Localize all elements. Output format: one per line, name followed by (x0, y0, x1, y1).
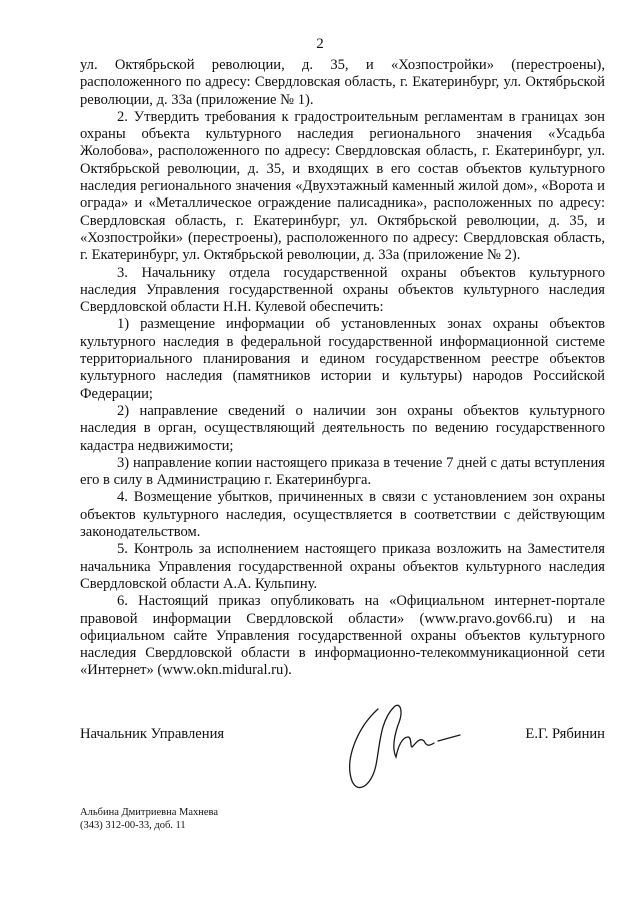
paragraph-item-3: 3. Начальнику отдела государственной охраны объектов культурного наследия Управления государственной охраны объектов культурного наследия Свердловской области Н.Н. Кулевой обеспечить: (80, 264, 605, 316)
signatory-name: Е.Г. Рябинин (525, 726, 605, 742)
executor-phone: (343) 312-00-33, доб. 11 (80, 820, 186, 831)
paragraph-item-2: 2. Утвердить требования к градостроительным регламентам в границах зон охраны объекта культурного наследия регионального значения «Усадьба Жолобова», расположенного по адресу: Свердловская область, г. Екатеринбург, ул. Октябрьской революции, д. 35, и входящих в его состав объектов культурного наследия регионального значения «Двухэтажный каменный жилой дом», «Ворота и ограда» и «Металлическое ограждение палисадника», расположенных по адресу: Свердловская область, г. Екатеринбург, ул. Октябрьской революции, д. 35, и «Хозпостройки» (перестроены), расположенного по адресу: Свердловская область, г. Екатеринбург, ул. Октябрьской революции, д. 33а (приложение № 2). (80, 108, 605, 264)
subitem-3: 3) направление копии настоящего приказа в течение 7 дней с даты вступления его в силу в Администрацию г. Екатеринбурга. (80, 454, 605, 489)
paragraph-item-6: 6. Настоящий приказ опубликовать на «Официальном интернет-портале правовой информации Свердловской области» (www.pravo.gov66.ru) и на официальном сайте Управления государственной охраны объектов культурного наследия Свердловской области в информационно-телекоммуникационной сети «Интернет» (www.okn.midural.ru). (80, 593, 605, 679)
subitem-2: 2) направление сведений о наличии зон охраны объектов культурного наследия в орган, осуществляющий деятельность по ведению государственного кадастра недвижимости; (80, 402, 605, 454)
page-number: 2 (316, 36, 324, 52)
executor-info (80, 806, 218, 832)
paragraph-item-5: 5. Контроль за исполнением настоящего приказа возложить на Заместителя начальника Управления государственной охраны объектов культурного наследия Свердловской области А.А. Кульпину. (80, 541, 605, 592)
signatory-title: Начальник Управления (80, 726, 225, 742)
subitem-1: 1) размещение информации об установленных зонах охраны объектов культурного наследия в федеральной государственной информационной системе территориального планирования и едином государственном реестре объектов культурного наследия (памятников истории и культуры) народов Российской Федерации; (80, 316, 605, 402)
paragraph-continuation: ул. Октябрьской революции, д. 35, и «Хозпостройки» (перестроены), расположенного по адресу: Свердловская область, г. Екатеринбург, ул. Октябрьской революции, д. 33а (приложение № 1). (80, 57, 605, 108)
executor-name: Альбина Дмитриевна Махнева (80, 807, 219, 818)
document-body (80, 57, 605, 680)
paragraph-item-4: 4. Возмещение убытков, причиненных в связи с установлением зон охраны объектов культурного наследия, осуществляется в соответствии с действующим законодательством. (80, 489, 605, 541)
handwritten-signature-icon (338, 697, 468, 797)
